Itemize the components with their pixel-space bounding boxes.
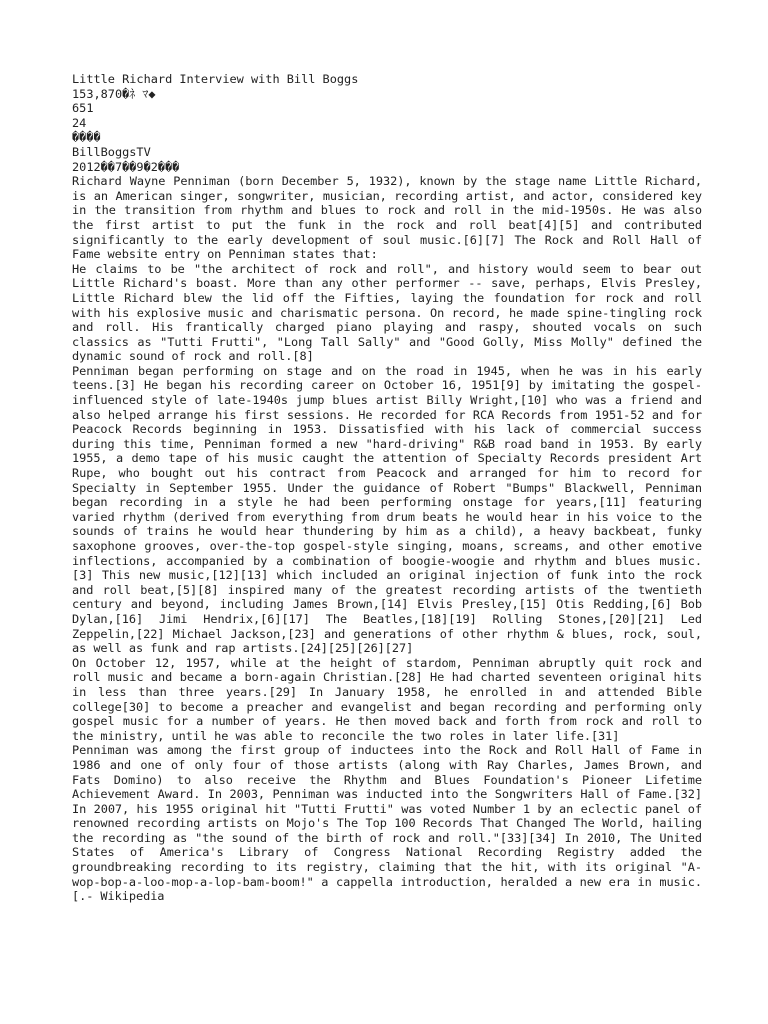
paragraph-intro: Richard Wayne Penniman (born December 5, 1932), known by the stage name Little Richard, is an American singer, songwriter, musician, recording artist, and actor, considered key in the transition from rhythm and blues to rock and roll in the mid-1950s. He was also the first artist to put the funk in the rock and roll beat[4][5] and contributed significantly to the early development of soul music.[6][7] The Rock and Roll Hall of Fame website entry on Penniman states that: [72,174,702,262]
paragraph-ministry: On October 12, 1957, while at the height of stardom, Penniman abruptly quit rock and roll music and became a born-again Christian.[28] He had charted seventeen original hits in less than three years.[29] In January 1958, he enrolled in and attended Bible college[30] to become a preacher and evangelist and began recording and performing only gospel music for a number of years. He then moved back and forth from rock and roll to the ministry, until he was able to reconcile the two roles in later life.[31] [72,655,702,743]
dislike-count: 24 [72,115,87,130]
paragraph-hall-of-fame-quote: He claims to be "the architect of rock and roll", and history would seem to bear out Little Richard's boast. More than any other performer -- save, perhaps, Elvis Presley, Little Richard blew the lid off the Fifties, laying the foundation for rock and roll with his explosive music and charismatic persona. On record, he made spine-tingling rock and roll. His frantically charged piano playing and raspy, shouted vocals on such classics as "Tutti Frutti", "Long Tall Sally" and "Good Golly, Miss Molly" defined the dynamic sound of rock and roll.[8] [72,261,702,364]
garbled-label: ���� [72,130,101,145]
paragraph-honors: Penniman was among the first group of inductees into the Rock and Roll Hall of Fame in 1986 and one of only four of those artists (along with Ray Charles, James Brown, and Fats Domino) to also receive the Rhythm and Blues Foundation's Pioneer Lifetime Achievement Award. In 2003, Penniman was inducted into the Songwriters Hall of Fame.[32] In 2007, his 1955 original hit "Tutti Frutti" was voted Number 1 by an eclectic panel of renowned recording artists on Mojo's The Top 100 Records That Changed The World, hailing the recording as "the sound of the birth of rock and roll."[33][34] In 2010, The United States of America's Library of Congress National Recording Registry added the groundbreaking recording to its registry, claiming that the hit, with its original "A-wop-bop-a-loo-mop-a-lop-bam-boom!" a cappella introduction, heralded a new era in music.[.- Wikipedia [72,743,702,904]
channel-name: BillBoggsTV [72,144,151,159]
upload-date: 2012��7��9�2��� [72,159,180,174]
like-count: 651 [72,101,94,116]
video-title: Little Richard Interview with Bill Boggs [72,72,359,86]
document-page [72,72,702,904]
paragraph-career: Penniman began performing on stage and on the road in 1945, when he was in his early teens.[3] He began his recording career on October 16, 1951[9] by imitating the gospel-influenced style of late-1940s jump blues artist Billy Wright,[10] who was a friend and also helped arrange his first sessions. He recorded for RCA Records from 1951-52 and for Peacock Records beginning in 1953. Dissatisfied with his lack of commercial success during this time, Penniman formed a new "hard-driving" R&B road band in 1953. By early 1955, a demo tape of his music caught the attention of Specialty Records president Art Rupe, who bought out his contract from Peacock and arranged for him to record for Specialty in September 1955. Under the guidance of Robert "Bumps" Blackwell, Penniman began recording in a style he had been performing onstage for years,[11] featuring varied rhythm (derived from everything from drum beats he would hear in his voice to the sounds of trains he would hear thundering by him as a child), a heavy backbeat, funky saxophone grooves, over-the-top gospel-style singing, moans, screams, and other emotive inflections, accompanied by a combination of boogie-woogie and rhythm and blues music.[3] This new music,[12][13] which included an original injection of funk into the rock and roll beat,[5][8] inspired many of the greatest recording artists of the twentieth century and beyond, including James Brown,[14] Elvis Presley,[15] Otis Redding,[6] Bob Dylan,[16] Jimi Hendrix,[6][17] The Beatles,[18][19] Rolling Stones,[20][21] Led Zeppelin,[22] Michael Jackson,[23] and generations of other rhythm & blues, rock, soul, as well as funk and rap artists.[24][25][26][27] [72,363,702,656]
view-count: 153,870�ﾈ ﾏ◆ [72,86,156,101]
